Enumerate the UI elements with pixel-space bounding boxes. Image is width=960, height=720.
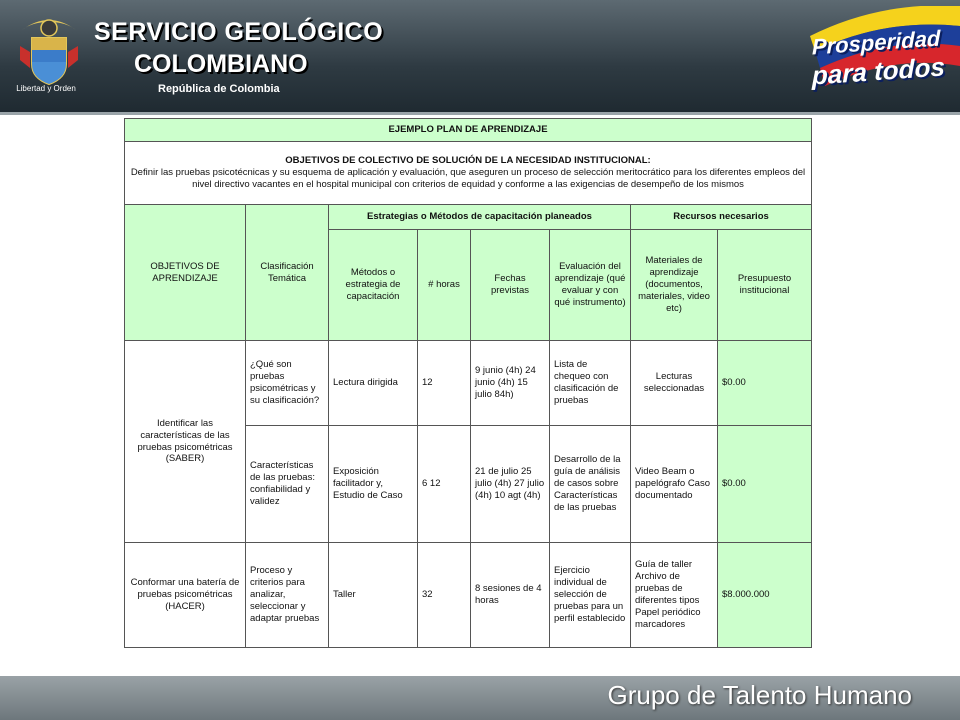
slogan-line2: para todos	[812, 51, 945, 91]
slide-header	[0, 0, 960, 115]
col-objetivos: OBJETIVOS DE APRENDIZAJE	[125, 205, 246, 341]
table-title: EJEMPLO PLAN DE APRENDIZAJE	[125, 119, 812, 142]
col-clasificacion: Clasificación Temática	[246, 205, 329, 341]
materiales-cell: Lecturas seleccionadas	[631, 341, 718, 426]
presupuesto-cell: $0.00	[718, 341, 812, 426]
slogan-line1: Prosperidad	[812, 25, 941, 60]
evaluacion-cell: Desarrollo de la guía de análisis de casos sobre Características de las pruebas	[550, 426, 631, 543]
clasificacion-cell: Características de las pruebas: confiabilidad y validez	[246, 426, 329, 543]
footer-text: Grupo de Talento Humano	[607, 680, 912, 710]
objective-text: Definir las pruebas psicotécnicas y su esquema de aplicación y evaluación, que aseguren un proceso de selección meritocrático para los diferentes empleos del nivel directivo vacantes en el hospital municipal con criterios de equidad y conforme a las exigencias de desempeño de los mismos	[130, 167, 806, 190]
col-horas: # horas	[418, 230, 471, 341]
materiales-cell: Video Beam o papelógrafo Caso documentado	[631, 426, 718, 543]
evaluacion-cell: Lista de chequeo con clasificación de pruebas	[550, 341, 631, 426]
metodo-cell: Lectura dirigida	[329, 341, 418, 426]
col-evaluacion: Evaluación del aprendizaje (qué evaluar y con qué instrumento)	[550, 230, 631, 341]
group-estrategias: Estrategias o Métodos de capacitación planeados	[329, 205, 631, 230]
objective-row	[125, 142, 812, 205]
horas-cell: 12	[418, 341, 471, 426]
col-materiales: Materiales de aprendizaje (documentos, materiales, video etc)	[631, 230, 718, 341]
evaluacion-cell: Ejercicio individual de selección de pruebas para un perfil establecido	[550, 543, 631, 648]
fechas-cell: 21 de julio 25 julio (4h) 27 julio (4h) 10 agt (4h)	[471, 426, 550, 543]
table-row	[125, 341, 812, 426]
horas-cell: 6 12	[418, 426, 471, 543]
learning-plan-table	[124, 118, 812, 648]
horas-cell: 32	[418, 543, 471, 648]
slide-footer	[0, 676, 960, 720]
group-recursos: Recursos necesarios	[631, 205, 812, 230]
clasificacion-cell: ¿Qué son pruebas psicométricas y su clasificación?	[246, 341, 329, 426]
objetivo-cell: Conformar una batería de pruebas psicométricas (HACER)	[125, 543, 246, 648]
metodo-cell: Taller	[329, 543, 418, 648]
presupuesto-cell: $8.000.000	[718, 543, 812, 648]
fechas-cell: 9 junio (4h) 24 junio (4h) 15 julio 84h)	[471, 341, 550, 426]
org-name-line2: COLOMBIANO	[134, 50, 308, 78]
col-fechas: Fechas previstas	[471, 230, 550, 341]
motto-text: Libertad y Orden	[16, 84, 76, 93]
org-subtitle: República de Colombia	[158, 83, 280, 95]
metodo-cell: Exposición facilitador y, Estudio de Caso	[329, 426, 418, 543]
table-row	[125, 543, 812, 648]
table-title-row	[125, 119, 812, 142]
presupuesto-cell: $0.00	[718, 426, 812, 543]
objective-cell	[125, 142, 812, 205]
col-metodos: Métodos o estrategia de capacitación	[329, 230, 418, 341]
fechas-cell: 8 sesiones de 4 horas	[471, 543, 550, 648]
group-header-row	[125, 205, 812, 230]
org-name-line1: SERVICIO GEOLÓGICO	[94, 18, 384, 46]
objective-title: OBJETIVOS DE COLECTIVO DE SOLUCIÓN DE LA NECESIDAD INSTITUCIONAL:	[285, 155, 651, 167]
col-presupuesto: Presupuesto institucional	[718, 230, 812, 341]
objetivo-cell: Identificar las características de las pruebas psicométricas (SABER)	[125, 341, 246, 543]
clasificacion-cell: Proceso y criterios para analizar, seleccionar y adaptar pruebas	[246, 543, 329, 648]
materiales-cell: Guía de taller Archivo de pruebas de diferentes tipos Papel periódico marcadores	[631, 543, 718, 648]
